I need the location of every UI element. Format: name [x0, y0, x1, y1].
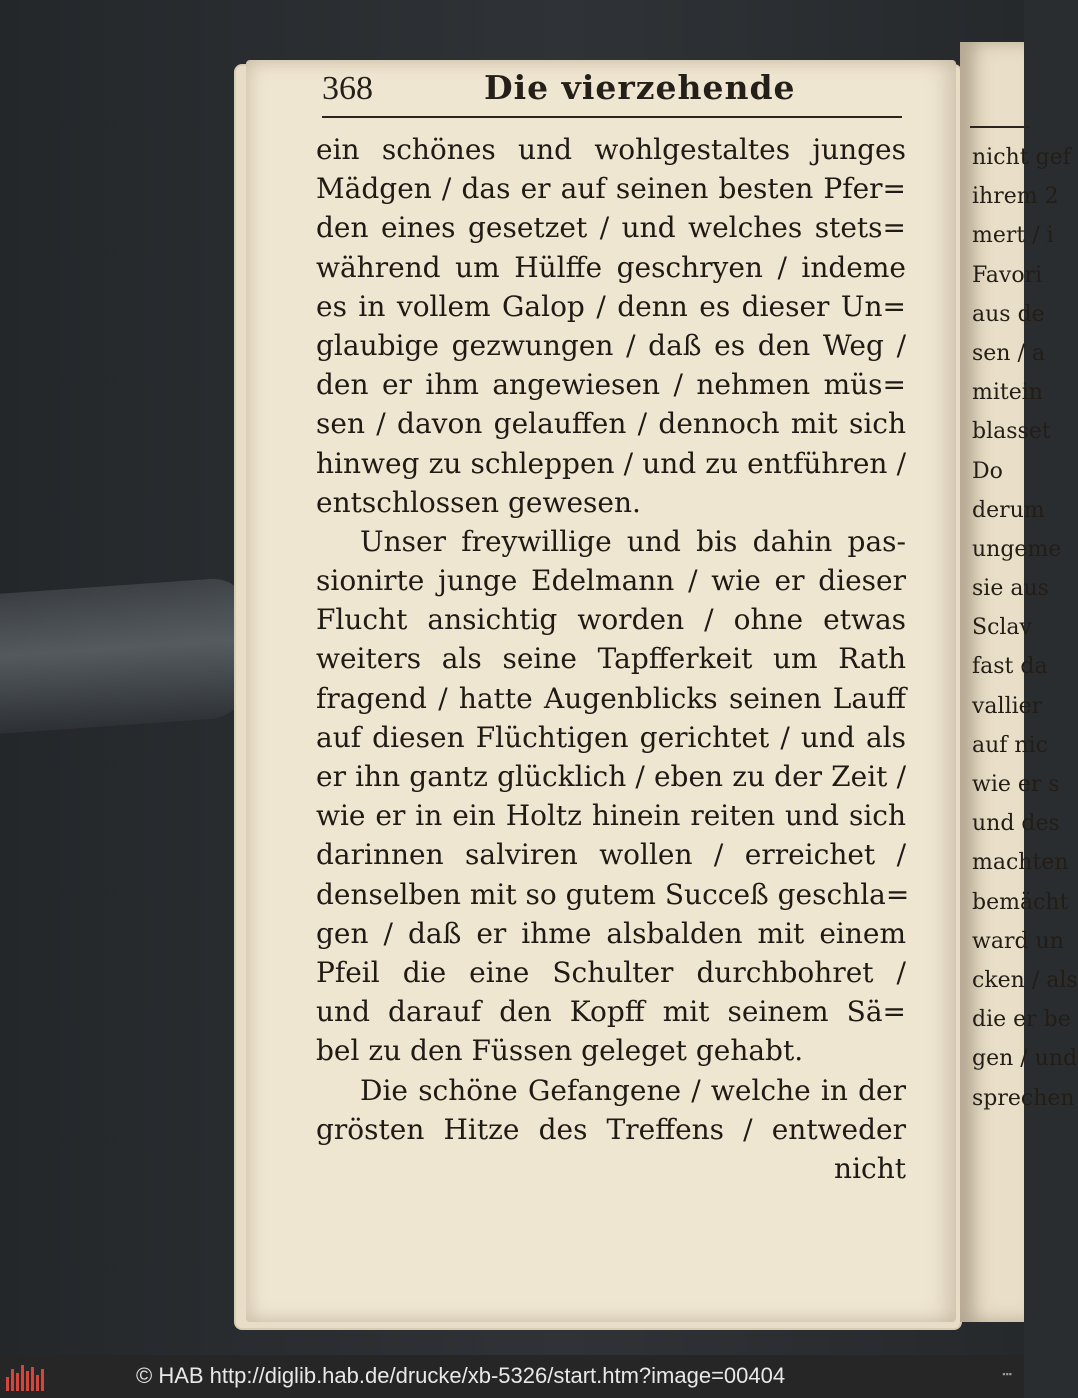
catchword: nicht	[834, 1151, 906, 1185]
glass-page-clamp	[0, 576, 250, 733]
adjacent-text-line: und des	[972, 811, 1060, 837]
text-line: denselben mit so gutem Succeß geschla=	[316, 877, 910, 911]
adjacent-text-line: mert / i	[972, 223, 1054, 249]
hab-logo-icon	[6, 1363, 46, 1391]
adjacent-text-line: gen / und	[972, 1046, 1078, 1072]
text-line: grösten Hitze des Treffens / entweder	[316, 1112, 906, 1146]
adjacent-text-line: fast da	[972, 654, 1048, 680]
text-line: und darauf den Kopff mit seinem Sä=	[316, 995, 906, 1029]
adjacent-text-line: Favori	[972, 262, 1043, 288]
text-line: den er ihm angewiesen / nehmen müs=	[316, 368, 906, 402]
text-line: ein schönes und wohlgestaltes junges	[316, 133, 906, 166]
text-line: hinweg zu schleppen / und zu entführen /	[316, 446, 906, 480]
text-line: bel zu den Füssen geleget gehabt.	[316, 1034, 804, 1068]
text-line: sionirte junge Edelmann / wie er dieser	[316, 564, 906, 598]
adjacent-text-line: derum	[972, 497, 1045, 523]
text-line: es in vollem Galop / denn es dieser Un=	[316, 289, 906, 323]
text-line: auf diesen Flüchtigen gerichtet / und als	[316, 720, 906, 754]
text-line: während um Hülffe geschryen / indeme	[316, 250, 906, 284]
adjacent-text-line: Sclav	[972, 615, 1032, 641]
text-line: Pfeil die eine Schulter durchbohret /	[316, 955, 906, 989]
adjacent-text-line: machten	[972, 850, 1069, 876]
page-body-text	[316, 130, 910, 1188]
text-line: sen / davon gelauffen / dennoch mit sich	[316, 407, 906, 441]
adjacent-page-text	[972, 138, 1078, 1118]
footer-marks-icon: ▪▪▪	[1002, 1369, 1012, 1379]
paragraph-start-line: Unser freywillige und bis dahin pas-	[360, 524, 906, 558]
text-line: glaubige gezwungen / daß es den Weg /	[316, 328, 906, 362]
adjacent-text-line: sen / a	[972, 340, 1045, 366]
adjacent-text-line: mitein	[972, 380, 1043, 406]
page-header	[322, 66, 902, 118]
adjacent-text-line: nicht gef	[972, 145, 1071, 170]
adjacent-text-line: Do	[972, 458, 1003, 484]
running-head: Die vierzehende	[484, 68, 796, 107]
adjacent-text-line: die er be	[972, 1007, 1071, 1033]
adjacent-text-line: sprechen	[972, 1085, 1075, 1111]
adjacent-page	[960, 42, 1078, 1322]
adjacent-page-rule	[970, 126, 1030, 128]
text-line: Flucht ansichtig worden / ohne etwas	[316, 603, 906, 637]
adjacent-text-line: sie aus	[972, 576, 1049, 602]
text-line: Mädgen / das er auf seinen besten Pfer=	[316, 172, 906, 206]
text-line: er ihn gantz glücklich / eben zu der Zeit /	[316, 760, 906, 793]
text-line: darinnen salviren wollen / erreichet /	[316, 838, 906, 872]
adjacent-text-line: ungeme	[972, 536, 1062, 562]
paragraph-start-line: Die schöne Gefangene / welche in der	[360, 1073, 906, 1107]
adjacent-text-line: ward un	[972, 928, 1064, 954]
adjacent-text-line: bemächt	[972, 889, 1069, 915]
adjacent-text-line: cken / als	[972, 967, 1078, 993]
text-line: den eines gesetzet / und welches stets=	[316, 211, 906, 245]
adjacent-text-line: vallier	[972, 693, 1043, 719]
text-line: fragend / hatte Augenblicks seinen Lauff	[316, 681, 906, 715]
adjacent-text-line: aus de	[972, 301, 1045, 327]
text-line: gen / daß er ihme alsbalden mit einem	[316, 916, 906, 950]
adjacent-text-line: ihrem 2	[972, 184, 1059, 210]
adjacent-text-line: wie er s	[972, 772, 1060, 797]
text-line: entschlossen gewesen.	[316, 485, 641, 519]
text-line: wie er in ein Holtz hinein reiten und sich	[316, 799, 906, 833]
page-number: 368	[322, 70, 373, 107]
adjacent-text-line: auf nic	[972, 732, 1048, 758]
footer-bar	[0, 1355, 1024, 1398]
text-line: weiters als seine Tapfferkeit um Rath	[316, 642, 906, 676]
adjacent-text-line: blasset	[972, 419, 1051, 445]
copyright-url-text: © HAB http://diglib.hab.de/drucke/xb-5326/start.htm?image=00404	[136, 1363, 786, 1388]
